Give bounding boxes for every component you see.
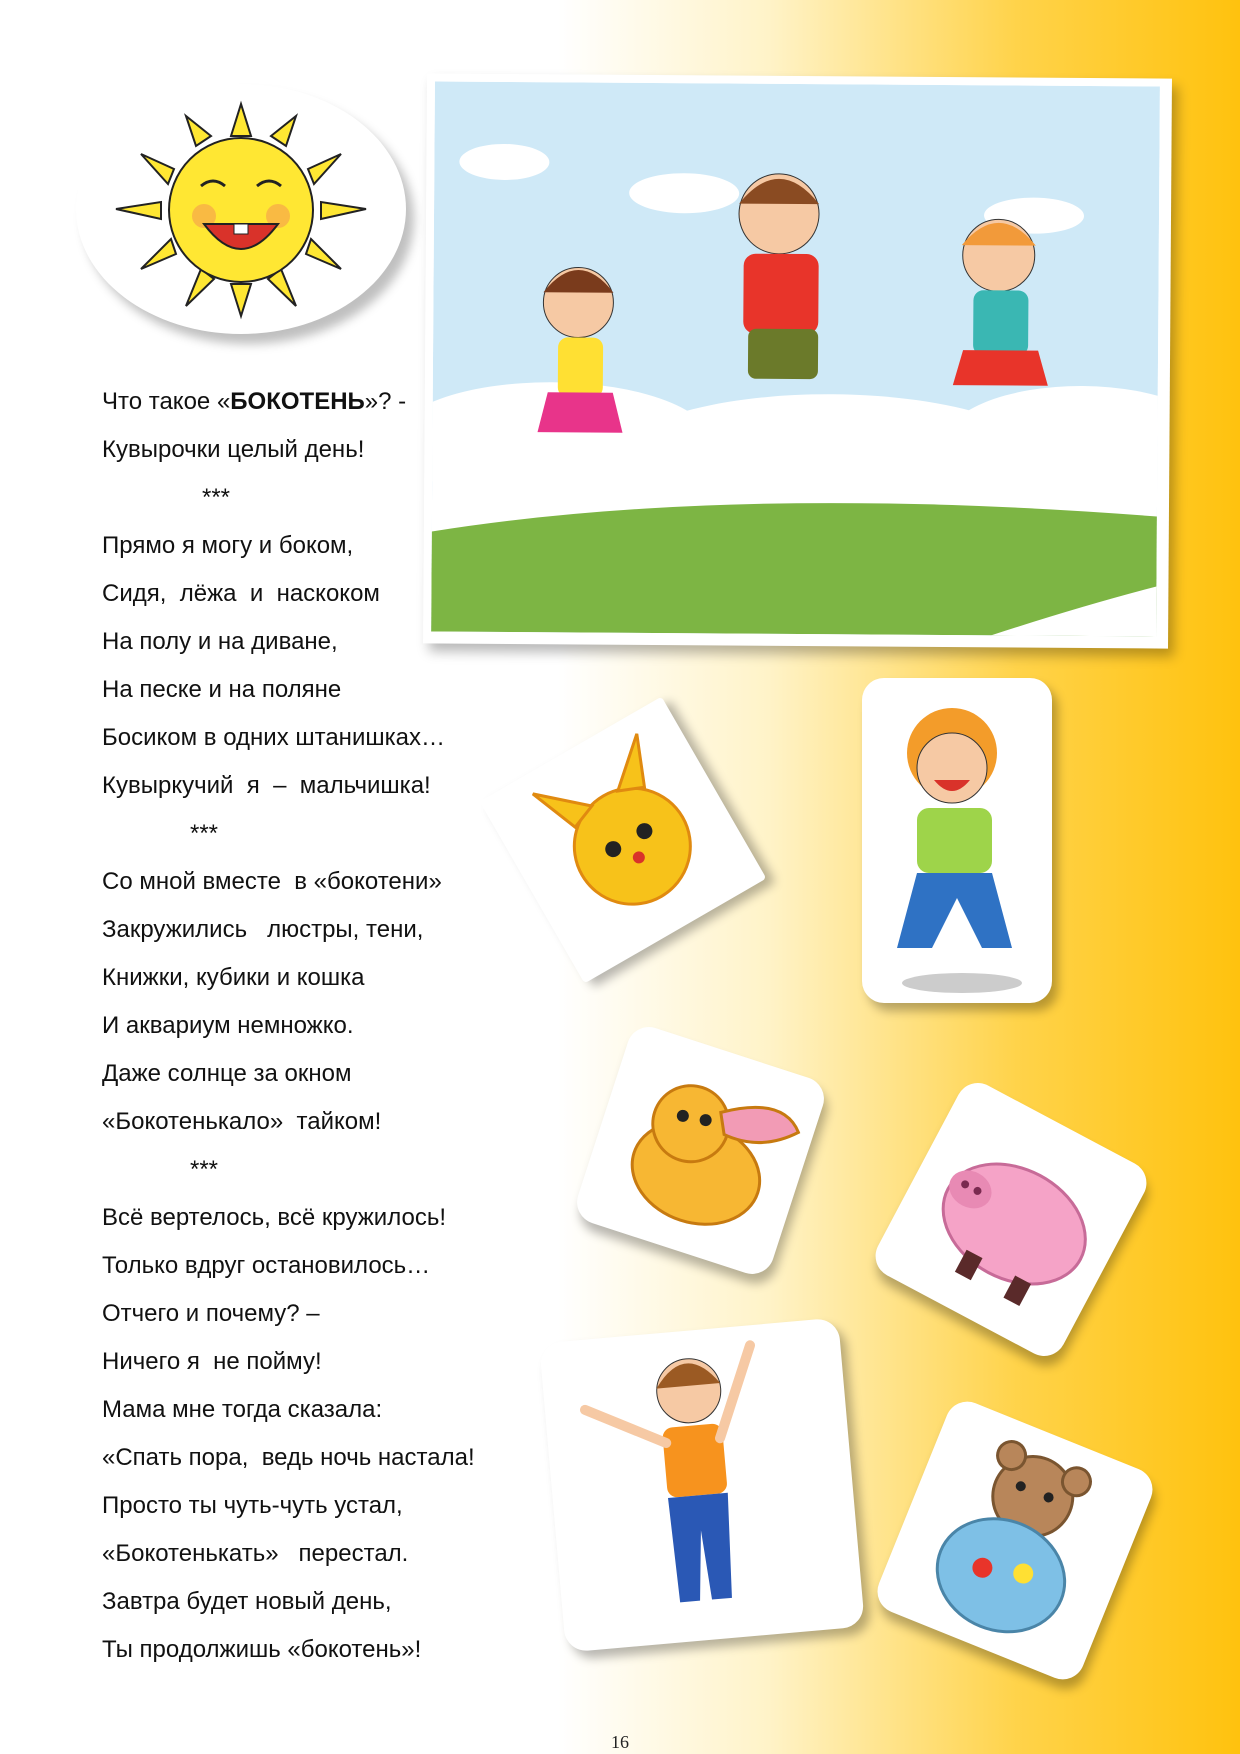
sun-icon: [76, 84, 406, 334]
poem-line: Сидя, лёжа и наскоком: [102, 580, 380, 607]
poem-line: Прямо я могу и боком,: [102, 532, 354, 559]
orange-bunny-picture: [571, 1021, 829, 1279]
poem-line: На полу и на диване,: [102, 628, 338, 655]
poem-line: На песке и на поляне: [102, 676, 342, 703]
poem-line: Босиком в одних штанишках…: [102, 724, 445, 751]
poem-line: И аквариум немножко.: [102, 1012, 354, 1039]
poem-line: Кувыркучий я – мальчишка!: [102, 772, 431, 799]
poem-line: Отчего и почему? –: [102, 1300, 320, 1327]
page-number: 16: [611, 1732, 629, 1752]
poem-line: Просто ты чуть-чуть устал,: [102, 1492, 403, 1519]
poem-line: Мама мне тогда сказала:: [102, 1396, 383, 1423]
poem-line: «Бокотенькать» перестал.: [102, 1540, 409, 1567]
stanza-separator: ***: [190, 820, 219, 847]
teddy-bear-picture: [871, 1395, 1159, 1686]
boy-icon: [539, 1318, 865, 1653]
poem-line: Закружились люстры, тени,: [102, 916, 424, 943]
jumping-boy-picture: [539, 1318, 865, 1653]
curly-boy-icon: [862, 678, 1052, 1003]
teddy-bear-icon: [871, 1395, 1159, 1686]
stanza-separator: ***: [202, 484, 231, 511]
poem-line: Только вдруг остановилось…: [102, 1252, 431, 1279]
poem: [102, 378, 562, 1674]
curly-boy-picture: [862, 678, 1052, 1003]
poem-line: «Бокотенькало» тайком!: [102, 1108, 382, 1135]
poem-line: Книжки, кубики и кошка: [102, 964, 365, 991]
pig-icon: [868, 1075, 1154, 1363]
poem-line: Ничего я не пойму!: [102, 1348, 322, 1375]
poem-title-word: БОКОТЕНЬ: [230, 388, 365, 415]
pink-pig-picture: [868, 1075, 1154, 1363]
poem-line: Ты продолжишь «бокотень»!: [102, 1636, 422, 1663]
poem-line: Всё вертелось, всё кружилось!: [102, 1204, 447, 1231]
poem-line: Со мной вместе в «бокотени»: [102, 868, 442, 895]
bunny-icon: [571, 1021, 829, 1279]
poem-line: Завтра будет новый день,: [102, 1588, 392, 1615]
poem-line: Даже солнце за окном: [102, 1060, 352, 1087]
poem-line: Кувырочки целый день!: [102, 436, 365, 463]
poem-title-line: Что такое «БОКОТЕНЬ»? -: [102, 388, 407, 415]
sun-illustration: [76, 84, 406, 334]
stanza-separator: ***: [190, 1156, 219, 1183]
poem-line: «Спать пора, ведь ночь настала!: [102, 1444, 475, 1471]
